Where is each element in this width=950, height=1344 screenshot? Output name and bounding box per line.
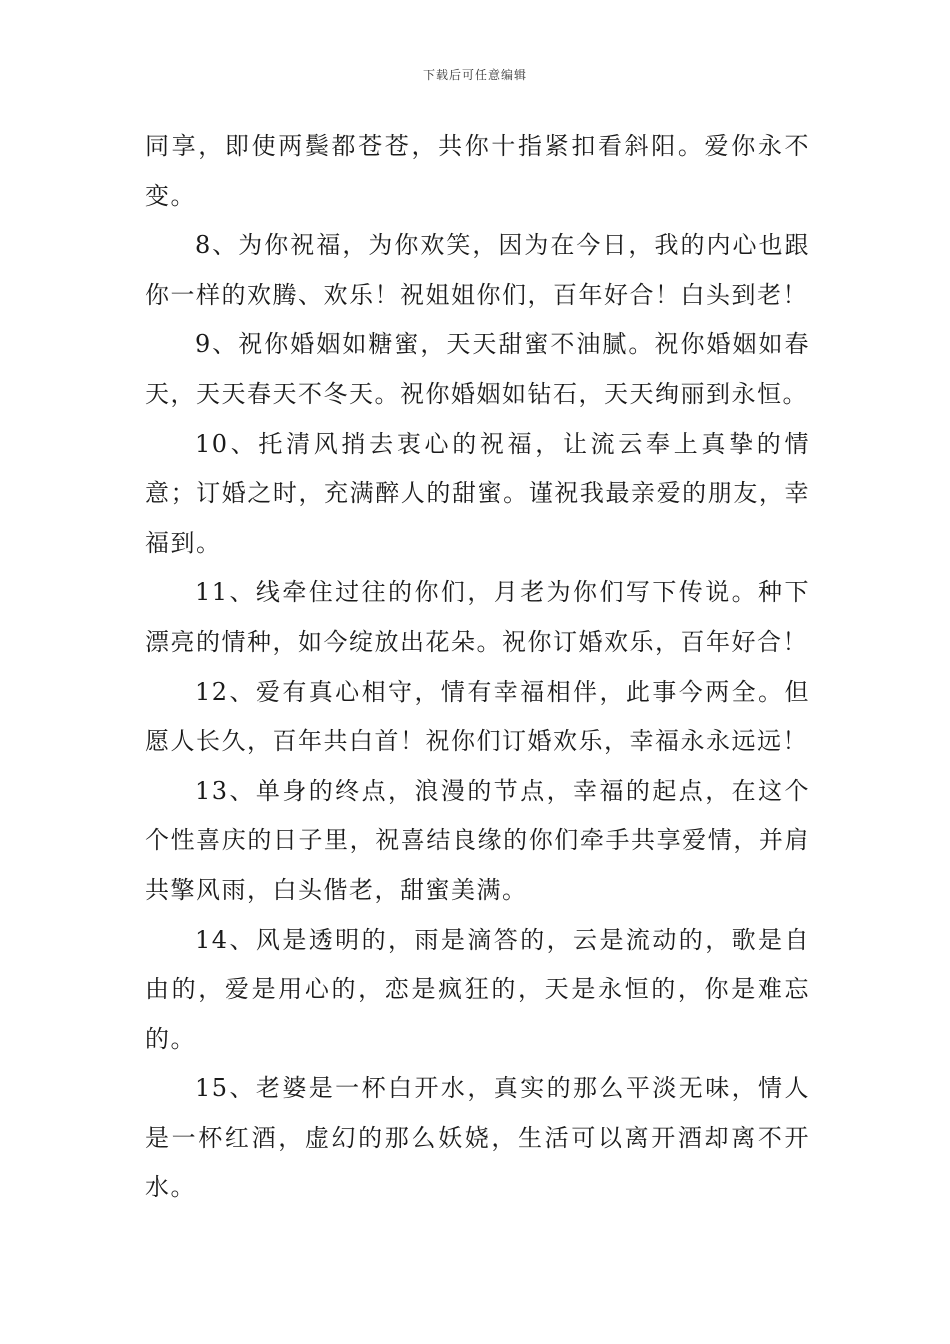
paragraph-item-13: 13、单身的终点，浪漫的节点，幸福的起点，在这个个性喜庆的日子里，祝喜结良缘的你们牵手共享爱情，并肩共擎风雨，白头偕老，甜蜜美满。 <box>145 776 810 904</box>
paragraph-item-12: 12、爱有真心相守，情有幸福相伴，此事今两全。但愿人长久，百年共白首！祝你们订婚欢乐，幸福永永远远！ <box>145 677 810 756</box>
paragraph-item-14: 14、风是透明的，雨是滴答的，云是流动的，歌是自由的，爱是用心的，恋是疯狂的，天是永恒的，你是难忘的。 <box>145 925 810 1053</box>
paragraph-item-9: 9、祝你婚姻如糖蜜，天天甜蜜不油腻。祝你婚姻如春天，天天春天不冬天。祝你婚姻如钻石，天天绚丽到永恒。 <box>145 330 810 408</box>
page-header-note: 下载后可任意编辑 <box>422 68 527 82</box>
paragraph-item-8: 8、为你祝福，为你欢笑，因为在今日，我的内心也跟你一样的欢腾、欢乐！祝姐姐你们，百年好合！白头到老！ <box>145 231 810 309</box>
paragraph-continuation: 同享，即使两鬓都苍苍，共你十指紧扣看斜阳。爱你永不变。 <box>145 132 810 210</box>
document-body <box>145 122 810 1213</box>
paragraph-item-15: 15、老婆是一杯白开水，真实的那么平淡无味，情人是一杯红酒，虚幻的那么妖娆，生活可以离开酒却离不开水。 <box>145 1074 810 1202</box>
paragraph-item-10: 10、托清风捎去衷心的祝福，让流云奉上真挚的情意；订婚之时，充满醉人的甜蜜。谨祝我最亲爱的朋友，幸福到。 <box>145 429 810 557</box>
paragraph-item-11: 11、线牵住过往的你们，月老为你们写下传说。种下漂亮的情种，如今绽放出花朵。祝你订婚欢乐，百年好合！ <box>145 578 810 656</box>
